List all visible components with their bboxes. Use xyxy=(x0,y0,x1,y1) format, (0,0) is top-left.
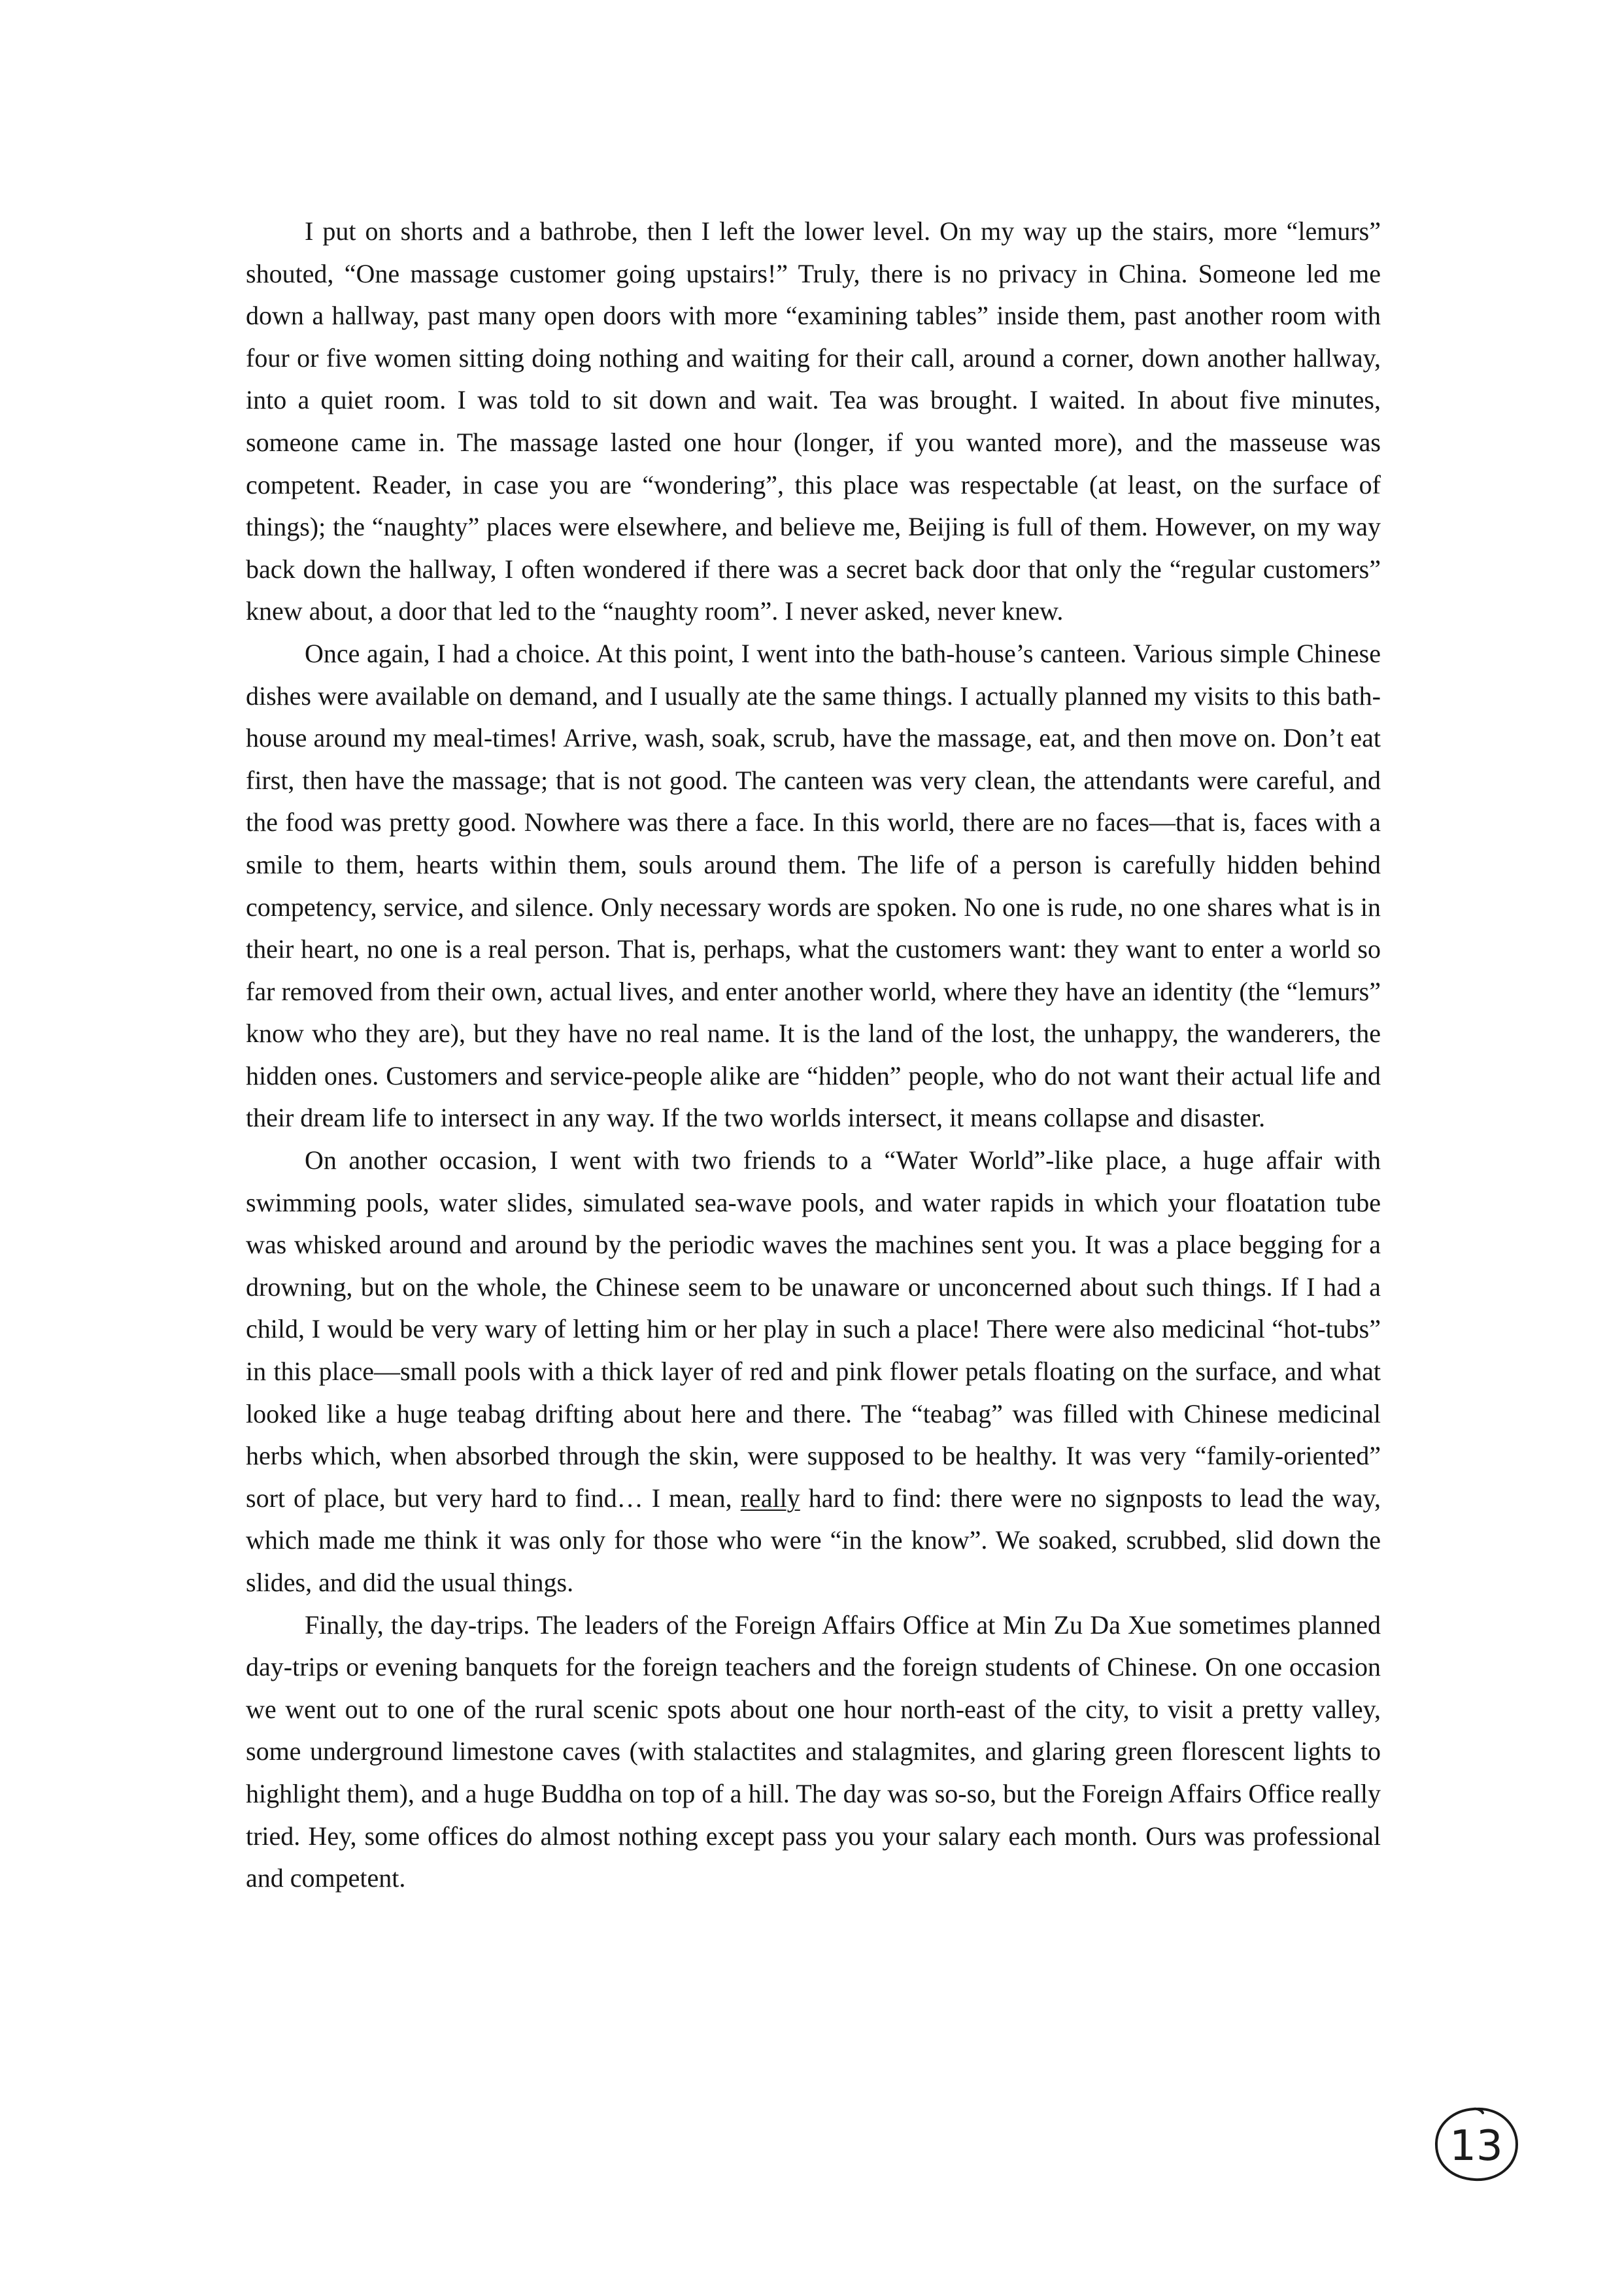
paragraph-3-text-a: On another occasion, I went with two friends to a “Water World”-like place, a huge affair with swimming pools, water slides, simulated sea-wave pools, and water rapids in which your floatation tube was whisked around and around by the periodic waves the machines sent you. It was a place begging for a drowning, but on the whole, the Chinese seem to be unaware or unconcerned about such things. If I had a child, I would be very wary of letting him or her play in such a place! There were also medicinal “hot-tubs” in this place—small pools with a thick layer of red and pink flower petals floating on the surface, and what looked like a huge teabag drifting about here and there. The “teabag” was filled with Chinese medicinal herbs which, when absorbed through the skin, were supposed to be healthy. It was very “family-oriented” sort of place, but very hard to find… I mean, xyxy=(246,1145,1381,1513)
paragraph-1 xyxy=(246,211,1381,633)
page-number xyxy=(1430,2105,1522,2184)
paragraph-1-text: I put on shorts and a bathrobe, then I left the lower level. On my way up the stairs, more “lemurs” shouted, “One massage customer going upstairs!” Truly, there is no privacy in China. Someone led me down a hallway, past many open doors with more “examining tables” inside them, past another room with four or five women sitting doing nothing and waiting for their call, around a corner, down another hallway, into a quiet room. I was told to sit down and wait. Tea was brought. I waited. In about five minutes, someone came in. The massage lasted one hour (longer, if you wanted more), and the masseuse was competent. Reader, in case you are “wondering”, this place was respectable (at least, on the surface of things); the “naughty” places were elsewhere, and believe me, Beijing is full of them. However, on my way back down the hallway, I often wondered if there was a secret back door that only the “regular customers” knew about, a door that led to the “naughty room”. I never asked, never knew. xyxy=(246,216,1381,626)
underlined-word: really xyxy=(740,1483,800,1513)
paragraph-3 xyxy=(246,1139,1381,1604)
body-text xyxy=(246,211,1381,1900)
paragraph-4-text: Finally, the day-trips. The leaders of the Foreign Affairs Office at Min Zu Da Xue sometimes planned day-trips or evening banquets for the foreign teachers and the foreign students of Chinese. On one occasion we went out to one of the rural scenic spots about one hour north-east of the city, to visit a pretty valley, some underground limestone caves (with stalactites and stalagmites, and glaring green florescent lights to highlight them), and a huge Buddha on top of a hill. The day was so-so, but the Foreign Affairs Office really tried. Hey, some offices do almost nothing except pass you your salary each month. Ours was professional and competent. xyxy=(246,1610,1381,1893)
page-number-text: 13 xyxy=(1449,2122,1503,2170)
paragraph-2 xyxy=(246,633,1381,1139)
paragraph-3-text-b: hard to find: there were no signposts to lead the way, which made me think it was only for those who were “in the know”. We soaked, scrubbed, slid down the slides, and did the usual things. xyxy=(246,1483,1381,1597)
paragraph-2-text: Once again, I had a choice. At this point, I went into the bath-house’s canteen. Various simple Chinese dishes were available on demand, and I usually ate the same things. I actually planned my visits to this bath-house around my meal-times! Arrive, wash, soak, scrub, have the massage, eat, and then move on. Don’t eat first, then have the massage; that is not good. The canteen was very clean, the attendants were careful, and the food was pretty good. Nowhere was there a face. In this world, there are no faces—that is, faces with a smile to them, hearts within them, souls around them. The life of a person is carefully hidden behind competency, service, and silence. Only necessary words are spoken. No one is rude, no one shares what is in their heart, no one is a real person. That is, perhaps, what the customers want: they want to enter a world so far removed from their own, actual lives, and enter another world, where they have an identity (the “lemurs” know who they are), but they have no real name. It is the land of the lost, the unhappy, the wanderers, the hidden ones. Customers and service-people alike are “hidden” people, who do not want their actual life and their dream life to intersect in any way. If the two worlds intersect, it means collapse and disaster. xyxy=(246,638,1381,1133)
paragraph-4 xyxy=(246,1604,1381,1900)
